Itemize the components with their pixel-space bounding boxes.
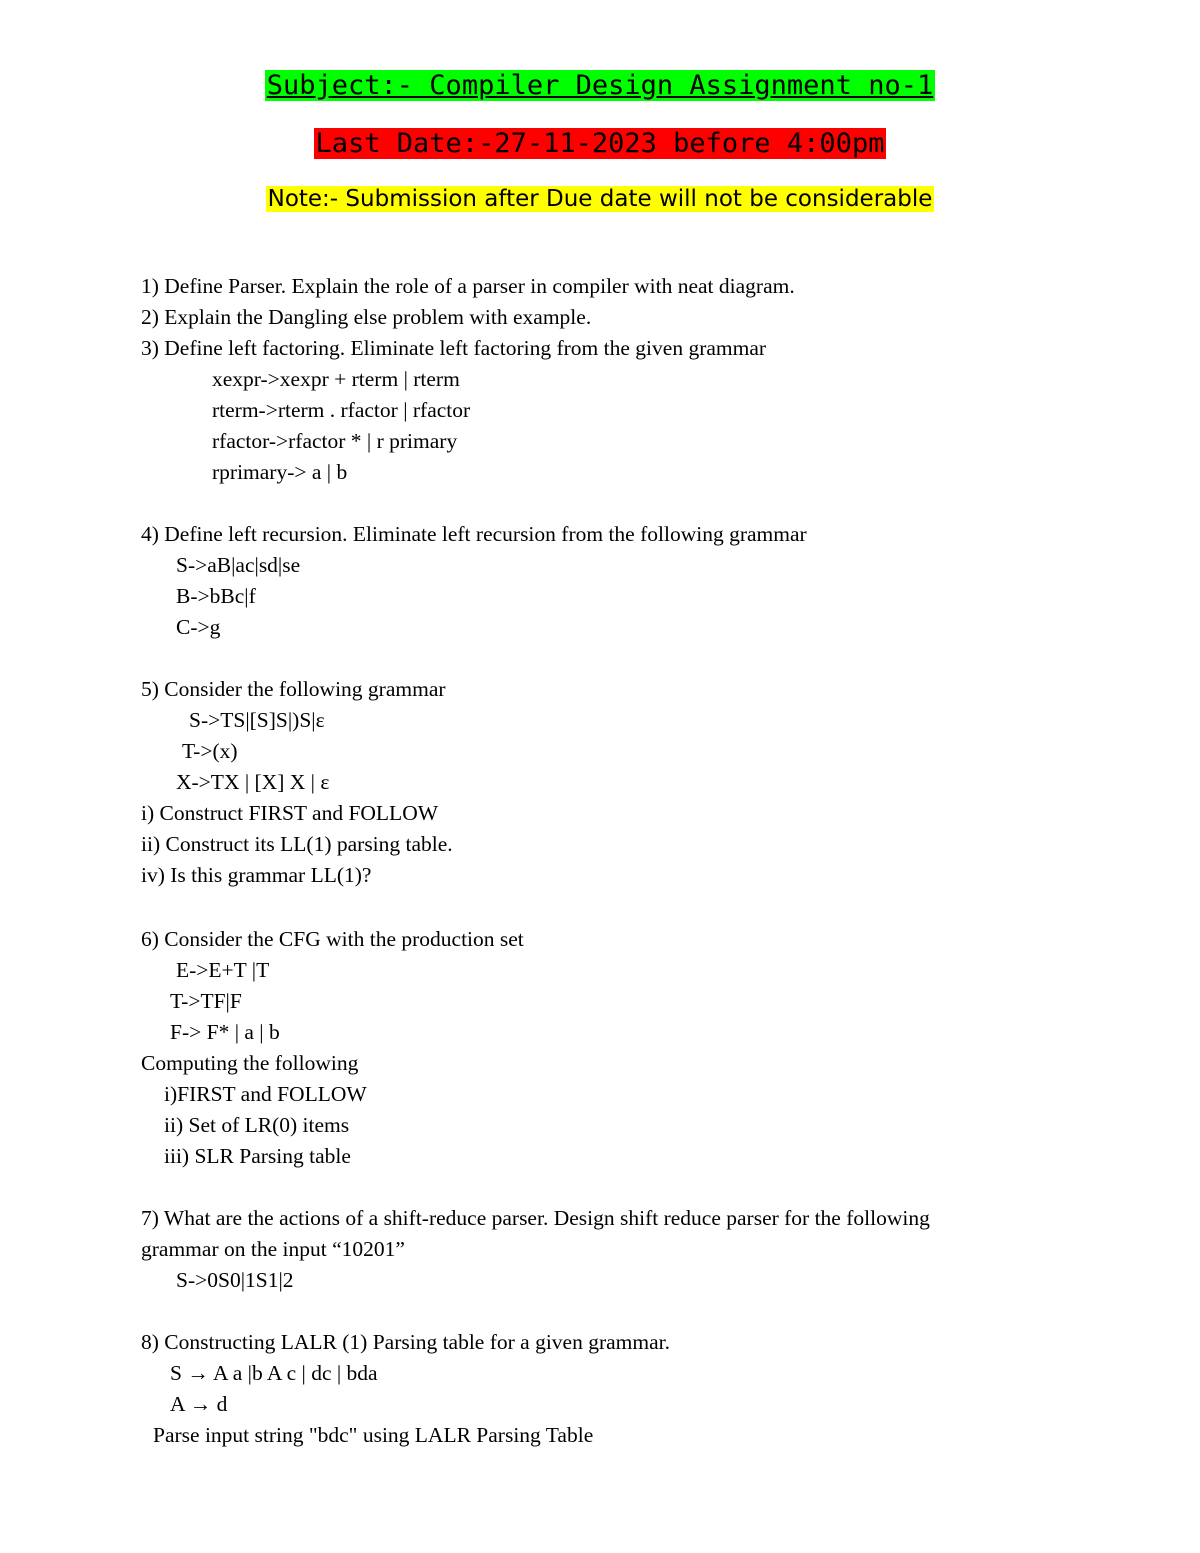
grammar-line: xexpr->xexpr + rterm | rterm (212, 367, 460, 391)
grammar-line: T->TF|F (170, 989, 242, 1013)
grammar-line: S->aB|ac|sd|se (176, 553, 301, 577)
sub-question: iv) Is this grammar LL(1)? (141, 863, 372, 887)
question-2: 2) Explain the Dangling else problem with example. (141, 305, 592, 329)
question-6: 6) Consider the CFG with the production set (141, 927, 524, 951)
grammar-line: S->TS|[S]S|)S|ε (189, 708, 325, 732)
grammar-line: rfactor->rfactor * | r primary (212, 429, 458, 453)
question-6-intro: Computing the following (141, 1051, 359, 1075)
sub-question: i) Construct FIRST and FOLLOW (141, 801, 439, 825)
grammar-line: F-> F* | a | b (170, 1020, 280, 1044)
question-8: 8) Constructing LALR (1) Parsing table for a given grammar. (141, 1330, 671, 1354)
grammar-line: A → d (170, 1392, 228, 1416)
note-heading (0, 186, 1200, 212)
sub-question: ii) Set of LR(0) items (164, 1113, 350, 1137)
grammar-line: rterm->rterm . rfactor | rfactor (212, 398, 471, 422)
question-5: 5) Consider the following grammar (141, 677, 446, 701)
question-7: 7) What are the actions of a shift-reduce parser. Design shift reduce parser for the following (141, 1206, 930, 1230)
last-date-heading (0, 128, 1200, 159)
question-8-task: Parse input string "bdc" using LALR Parsing Table (153, 1423, 594, 1447)
grammar-line: B->bBc|f (176, 584, 256, 608)
grammar-line: C->g (176, 615, 221, 639)
grammar-line: X->TX | [X] X | ε (176, 770, 330, 794)
grammar-line: rprimary-> a | b (212, 460, 348, 484)
question-4: 4) Define left recursion. Eliminate left recursion from the following grammar (141, 522, 807, 546)
grammar-line: T->(x) (182, 739, 238, 763)
question-7-continued: grammar on the input “10201” (141, 1237, 405, 1261)
submission-note: Note:- Submission after Due date will not be considerable (267, 186, 933, 212)
last-date: Last Date:-27-11-2023 before 4:00pm (315, 128, 885, 159)
subject-title: Subject:- Compiler Design Assignment no-1 (266, 70, 934, 101)
subject-heading (0, 70, 1200, 101)
grammar-line: S->0S0|1S1|2 (176, 1268, 294, 1292)
question-3: 3) Define left factoring. Eliminate left factoring from the given grammar (141, 336, 767, 360)
sub-question: ii) Construct its LL(1) parsing table. (141, 832, 453, 856)
sub-question: iii) SLR Parsing table (164, 1144, 351, 1168)
question-1: 1) Define Parser. Explain the role of a parser in compiler with neat diagram. (141, 274, 795, 298)
grammar-line: S → A a |b A c | dc | bda (170, 1361, 378, 1385)
grammar-line: E->E+T |T (176, 958, 270, 982)
sub-question: i)FIRST and FOLLOW (164, 1082, 367, 1106)
